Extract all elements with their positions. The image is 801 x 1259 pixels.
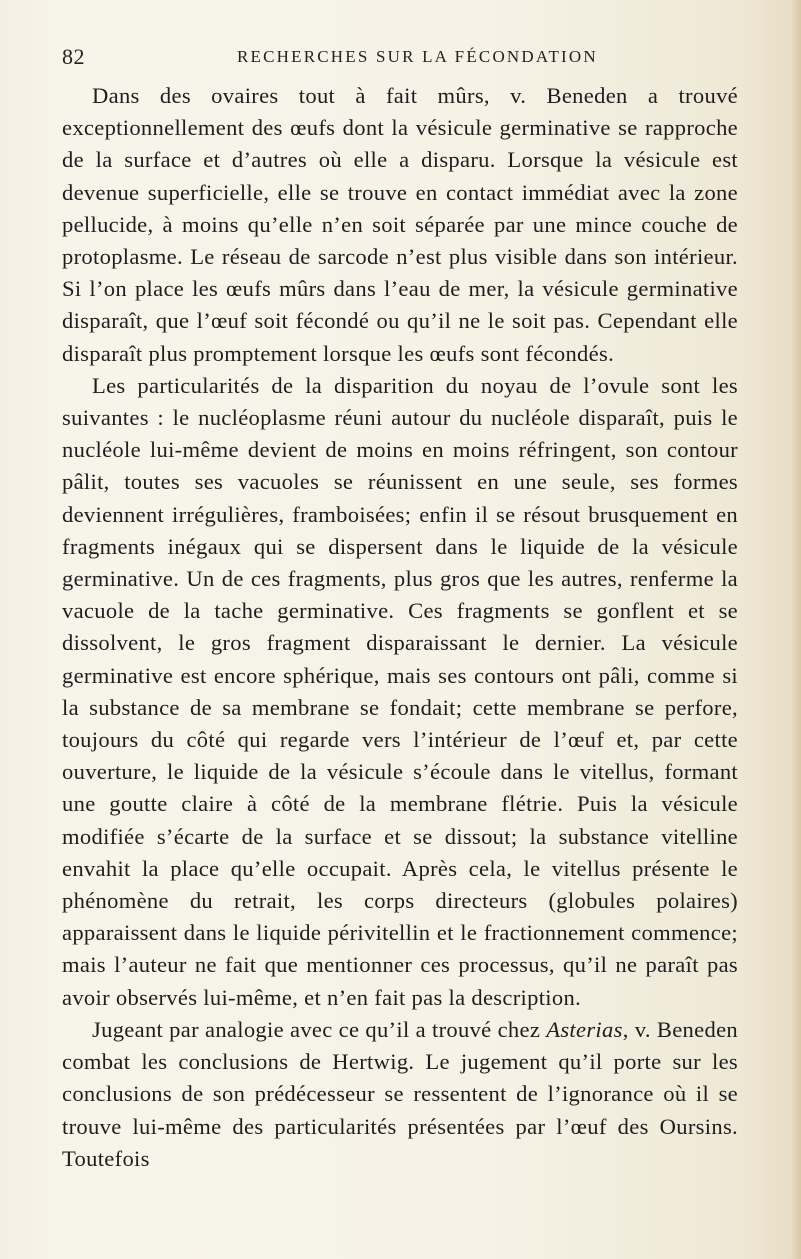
page-edge-shadow: [791, 0, 801, 1259]
running-head: RECHERCHES SUR LA FÉCONDATION: [237, 47, 598, 66]
paragraph-2: Les particularités de la disparition du noyau de l’ovule sont les suivantes : le nucléoplasme réuni autour du nucléole disparaît, puis le nucléole lui-même devient de moins en moins réfringent, son contour pâlit, toutes ses vacuoles se réunissent en une seule, ses formes deviennent irrégulières, framboisées; enfin il se résout brusquement en fragments inégaux qui se dispersent dans le liquide de la vésicule germinative. Un de ces fragments, plus gros que les autres, renferme la vacuole de la tache germinative. Ces fragments se gonflent et se dissolvent, le gros fragment disparaissant le dernier. La vésicule germinative est encore sphérique, mais ses contours ont pâli, comme si la substance de sa membrane se fondait; cette membrane se perfore, toujours du côté qui regarde vers l’intérieur de l’œuf et, par cette ouverture, le liquide de la vésicule s’écoule dans le vitellus, formant une goutte claire à côté de la membrane flétrie. Puis la vésicule modifiée s’écarte de la surface et se dissout; la substance vitelline envahit la place qu’elle occupait. Après cela, le vitellus présente le phénomène du retrait, les corps directeurs (globules polaires) apparaissent dans le liquide périvitellin et le fractionnement commence; mais l’auteur ne fait que mentionner ces processus, qu’il ne paraît pas avoir observés lui-même, et n’en fait pas la description.: [62, 372, 738, 1010]
paragraph-3-text-end: , v. Beneden combat les conclusions de Hertwig. Le jugement qu’il porte sur les conclusions de son prédécesseur se ressentent de l’ignorance où il se trouve lui-même des particularités présentées par l’œuf des Oursins. Toutefois: [62, 1016, 738, 1171]
paragraph-3-text-start: Jugeant par analogie avec ce qu’il a trouvé chez: [92, 1016, 547, 1042]
body-text: [62, 80, 738, 1175]
paragraph-3: [62, 1014, 738, 1175]
page-header: [62, 44, 738, 74]
page-number: 82: [62, 44, 85, 69]
paragraph-1: Dans des ovaires tout à fait mûrs, v. Beneden a trouvé exceptionnellement des œufs dont la vésicule germinative se rapproche de la surface et d’autres où elle a disparu. Lorsque la vésicule est devenue superficielle, elle se trouve en contact immédiat avec la zone pellucide, à moins qu’elle n’en soit séparée par une mince couche de protoplasme. Le réseau de sarcode n’est plus visible dans son intérieur. Si l’on place les œufs mûrs dans l’eau de mer, la vésicule germinative disparaît, que l’œuf soit fécondé ou qu’il ne le soit pas. Cependant elle disparaît plus promptement lorsque les œufs sont fécondés.: [62, 83, 738, 366]
species-name-asterias: Asterias: [546, 1016, 623, 1042]
